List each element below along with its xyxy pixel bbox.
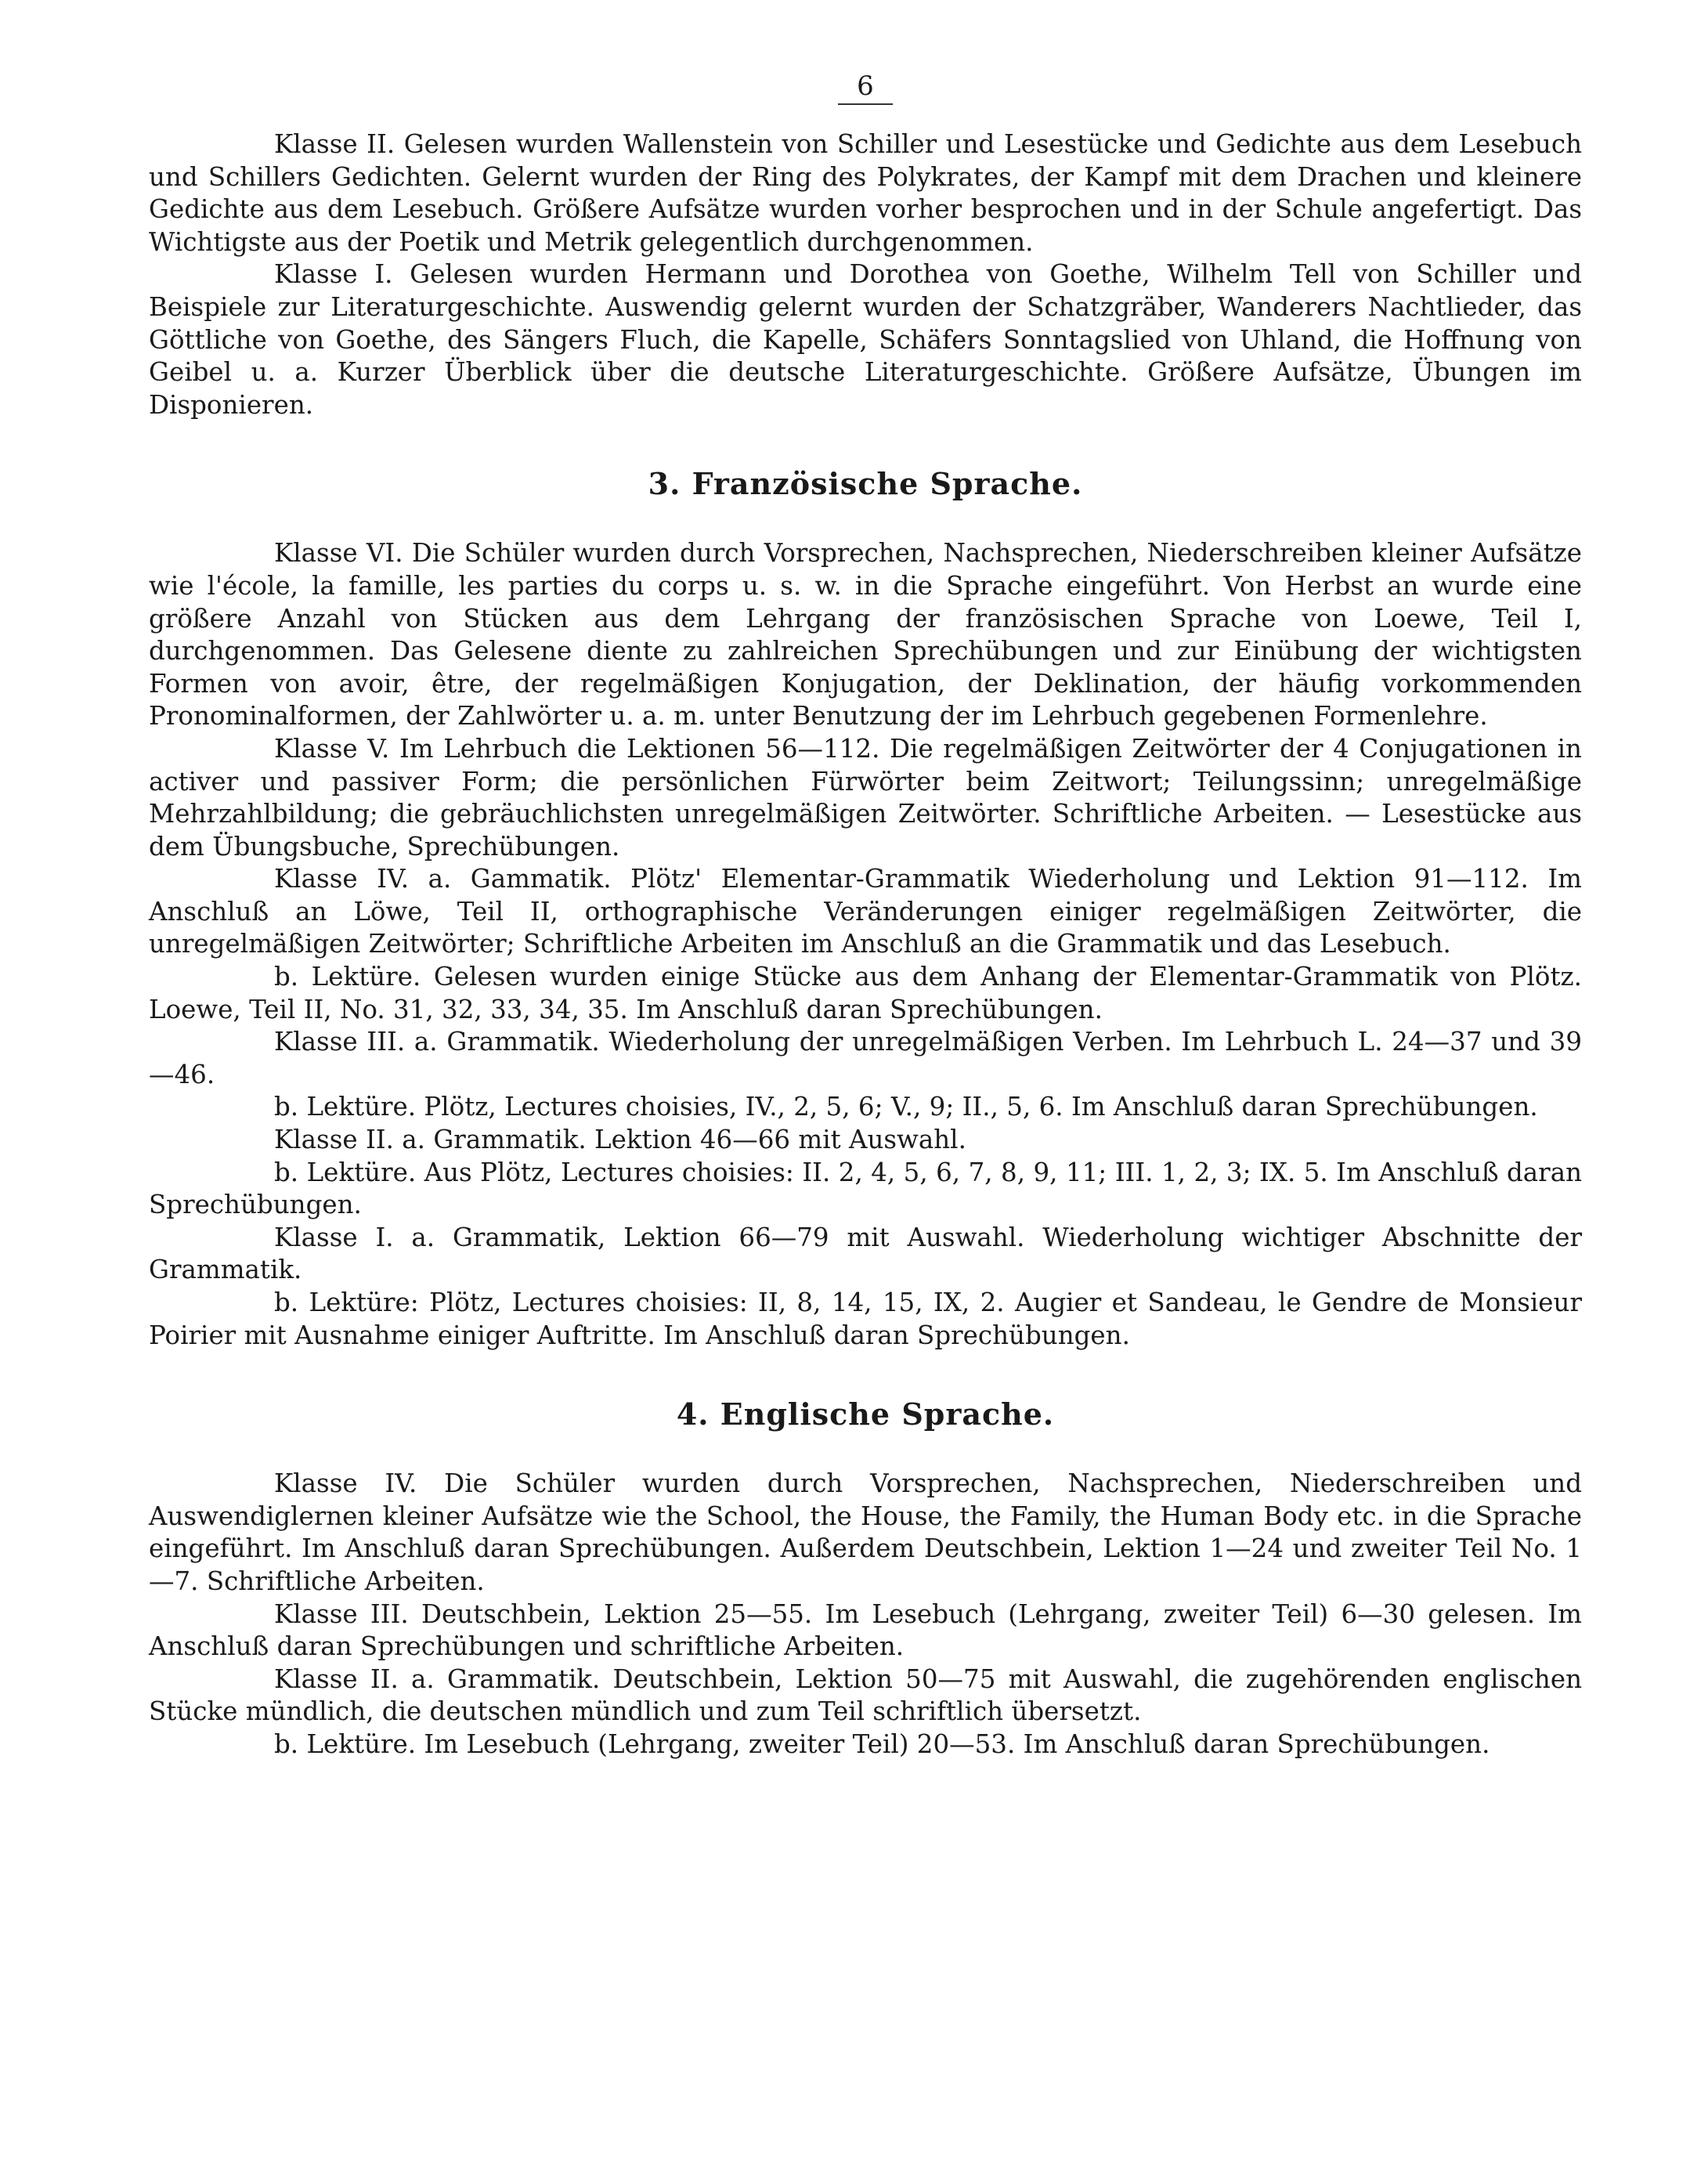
section-title-english: 4. Englische Sprache. (676, 1396, 1055, 1432)
document-page (149, 70, 1582, 1761)
paragraph-french-klasse-4a: Klasse IV. a. Gammatik. Plötz' Elementar-Grammatik Wiederholung und Lektion 91—112. Im Anschluß an Löwe, Teil II, orthographische Veränderungen einiger regelmäßigen Zeitwörter, die unregelmäßigen Zeitwörter; Schriftliche Arbeiten im Anschluß an die Grammatik und das Lesebuch. (149, 864, 1582, 959)
paragraph-french-klasse-5: Klasse V. Im Lehrbuch die Lektionen 56—112. Die regelmäßigen Zeitwörter der 4 Conjugationen in activer und passiver Form; die persönlichen Fürwörter beim Zeitwort; Teilungssinn; unregelmäßige Mehrzahlbildung; die gebräuchlichsten unregelmäßigen Zeitwörter. Schriftliche Arbeiten. — Lesestücke aus dem Übungsbuche, Sprechübungen. (149, 733, 1582, 862)
section-english (149, 1396, 1582, 1761)
paragraph-french-klasse-1a: Klasse I. a. Grammatik, Lektion 66—79 mit Auswahl. Wiederholung wichtiger Abschnitte der Grammatik. (149, 1222, 1582, 1285)
paragraph-german-klasse-2: Klasse II. Gelesen wurden Wallenstein von Schiller und Lesestücke und Gedichte aus dem Lesebuch und Schillers Gedichten. Gelernt wurden der Ring des Polykrates, der Kampf mit dem Drachen und kleinere Gedichte aus dem Lesebuch. Größere Aufsätze wurden vorher besprochen und in der Schule angefertigt. Das Wichtigste aus der Poetik und Metrik gelegentlich durchgenommen. (149, 129, 1582, 257)
page-number: 6 (857, 70, 874, 102)
section-german (149, 128, 1582, 421)
section-title-french: 3. Französische Sprache. (648, 466, 1083, 502)
paragraph-english-klasse-3: Klasse III. Deutschbein, Lektion 25—55. Im Lesebuch (Lehrgang, zweiter Teil) 6—30 gelesen. Im Anschluß daran Sprechübungen und schriftliche Arbeiten. (149, 1598, 1582, 1662)
paragraph-french-klasse-3a: Klasse III. a. Grammatik. Wiederholung der unregelmäßigen Verben. Im Lehrbuch L. 24—37 und 39—46. (149, 1027, 1582, 1089)
paragraph-french-klasse-4b: b. Lektüre. Gelesen wurden einige Stücke aus dem Anhang der Elementar-Grammatik von Plötz. Loewe, Teil II, No. 31, 32, 33, 34, 35. Im Anschluß daran Sprechübungen. (149, 962, 1582, 1024)
paragraph-german-klasse-1: Klasse I. Gelesen wurden Hermann und Dorothea von Goethe, Wilhelm Tell von Schiller und Beispiele zur Literaturgeschichte. Auswendig gelernt wurden der Schatzgräber, Wanderers Nachtlieder, das Göttliche von Goethe, des Sängers Fluch, die Kapelle, Schäfers Sonntagslied von Uhland, die Hoffnung von Geibel u. a. Kurzer Überblick über die deutsche Literaturgeschichte. Größere Aufsätze, Übungen im Disponieren. (149, 259, 1582, 420)
paragraph-french-klasse-3b: b. Lektüre. Plötz, Lectures choisies, IV., 2, 5, 6; V., 9; II., 5, 6. Im Anschluß daran Sprechübungen. (274, 1092, 1538, 1122)
paragraph-english-klasse-2b: b. Lektüre. Im Lesebuch (Lehrgang, zweiter Teil) 20—53. Im Anschluß daran Sprechübungen. (274, 1728, 1490, 1759)
section-french (149, 465, 1582, 1352)
paragraph-french-klasse-6: Klasse VI. Die Schüler wurden durch Vorsprechen, Nachsprechen, Niederschreiben kleiner Aufsätze wie l'école, la famille, les parties du corps u. s. w. in die Sprache eingeführt. Von Herbst an wurde eine größere Anzahl von Stücken aus dem Lehrgang der französischen Sprache von Loewe, Teil I, durchgenommen. Das Gelesene diente zu zahlreichen Sprechübungen und zur Einübung der wichtigsten Formen von avoir, être, der regelmäßigen Konjugation, der Deklination, der häufig vorkommenden Pronominalformen, der Zahlwörter u. a. m. unter Benutzung der im Lehrbuch gegebenen Formenlehre. (149, 538, 1582, 731)
paragraph-english-klasse-4: Klasse IV. Die Schüler wurden durch Vorsprechen, Nachsprechen, Niederschreiben und Auswendiglernen kleiner Aufsätze wie the School, the House, the Family, the Human Body etc. in die Sprache eingeführt. Im Anschluß daran Sprechübungen. Außerdem Deutschbein, Lektion 1—24 und zweiter Teil No. 1—7. Schriftliche Arbeiten. (149, 1468, 1582, 1596)
paragraph-french-klasse-2a: Klasse II. a. Grammatik. Lektion 46—66 mit Auswahl. (274, 1125, 966, 1155)
paragraph-french-klasse-2b: b. Lektüre. Aus Plötz, Lectures choisies: II. 2, 4, 5, 6, 7, 8, 9, 11; III. 1, 2, 3; IX. 5. Im Anschluß daran Sprechübungen. (149, 1157, 1582, 1220)
paragraph-french-klasse-1b: b. Lektüre: Plötz, Lectures choisies: II, 8, 14, 15, IX, 2. Augier et Sandeau, le Gendre de Monsieur Poirier mit Ausnahme einiger Auftritte. Im Anschluß daran Sprechübungen. (149, 1288, 1582, 1350)
page-number-rule (838, 103, 893, 105)
paragraph-english-klasse-2a: Klasse II. a. Grammatik. Deutschbein, Lektion 50—75 mit Auswahl, die zugehörenden englischen Stücke mündlich, die deutschen mündlich und zum Teil schriftlich übersetzt. (149, 1663, 1582, 1727)
